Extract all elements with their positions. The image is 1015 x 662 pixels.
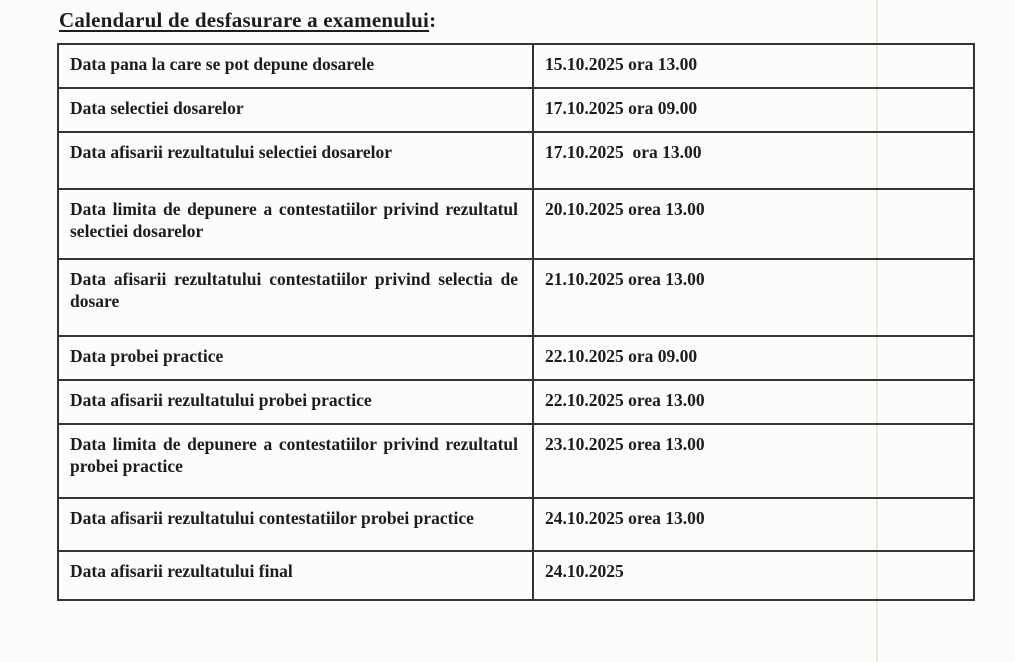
table-row [58, 189, 974, 259]
row-value: 15.10.2025 ora 13.00 [533, 44, 974, 88]
row-value: 20.10.2025 orea 13.00 [533, 189, 974, 259]
page-title-text: Calendarul de desfasurare a examenului [59, 8, 430, 32]
document-content [57, 8, 975, 601]
row-label: Data probei practice [58, 336, 533, 380]
row-value: 22.10.2025 orea 13.00 [533, 380, 974, 424]
row-value: 24.10.2025 [533, 551, 974, 600]
row-value: 22.10.2025 ora 09.00 [533, 336, 974, 380]
page-title-colon: : [429, 8, 437, 32]
page-title [59, 8, 975, 33]
table-row [58, 380, 974, 424]
row-value: 23.10.2025 orea 13.00 [533, 424, 974, 498]
table-row [58, 88, 974, 132]
row-value: 17.10.2025 ora 13.00 [533, 132, 974, 189]
row-label: Data afisarii rezultatului contestatiilor probei practice [58, 498, 533, 551]
row-label: Data selectiei dosarelor [58, 88, 533, 132]
table-row [58, 498, 974, 551]
row-label: Data limita de depunere a contestatiilor privind rezultatul probei practice [58, 424, 533, 498]
table-row [58, 551, 974, 600]
row-label: Data afisarii rezultatului selectiei dosarelor [58, 132, 533, 189]
exam-calendar-table [57, 43, 975, 601]
table-row [58, 132, 974, 189]
table-row [58, 424, 974, 498]
row-label: Data afisarii rezultatului contestatiilor privind selectia de dosare [58, 259, 533, 336]
row-label: Data afisarii rezultatului final [58, 551, 533, 600]
table-row [58, 44, 974, 88]
table-row [58, 259, 974, 336]
row-label: Data afisarii rezultatului probei practice [58, 380, 533, 424]
exam-calendar-table-body [58, 44, 974, 600]
row-value: 24.10.2025 orea 13.00 [533, 498, 974, 551]
table-row [58, 336, 974, 380]
row-label: Data pana la care se pot depune dosarele [58, 44, 533, 88]
row-value: 21.10.2025 orea 13.00 [533, 259, 974, 336]
row-value: 17.10.2025 ora 09.00 [533, 88, 974, 132]
row-label: Data limita de depunere a contestatiilor privind rezultatul selectiei dosarelor [58, 189, 533, 259]
